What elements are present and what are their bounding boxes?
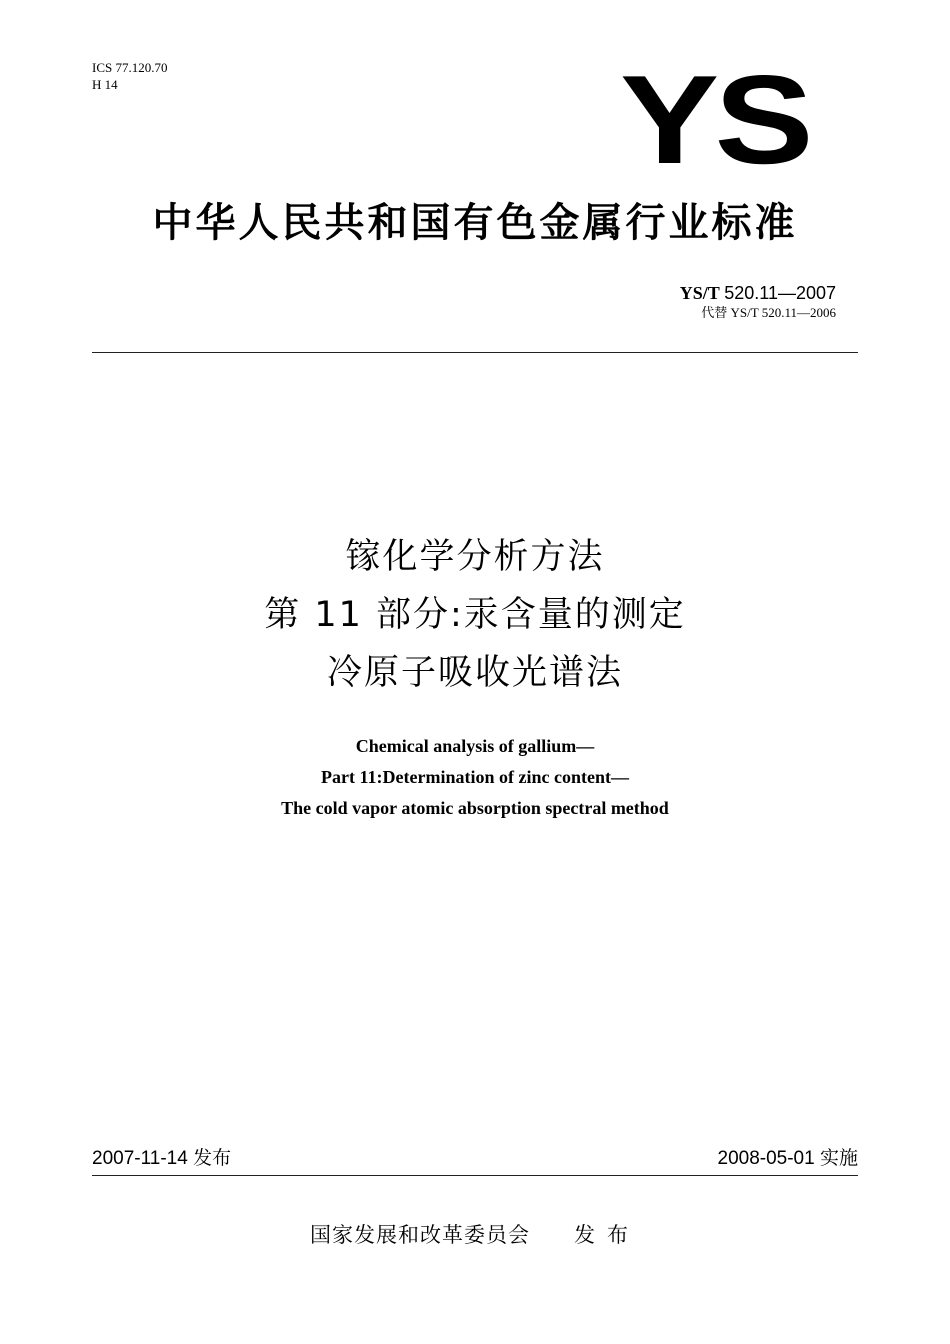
standard-code-prefix: YS/T: [679, 283, 720, 303]
standard-code: [680, 282, 836, 304]
effective-date: [718, 1145, 859, 1172]
issuer-action: 发布: [574, 1223, 640, 1247]
title-cn-line1: 镓化学分析方法: [345, 537, 605, 577]
header-divider: [92, 352, 858, 353]
issuer-name: 国家发展和改革委员会: [310, 1223, 530, 1247]
title-en-line2: Part 11:Determination of zinc content—: [321, 767, 629, 787]
ys-logo: YS: [620, 49, 809, 190]
issue-date: [92, 1145, 231, 1172]
organization-title: 中华人民共和国有色金属行业标准: [152, 200, 798, 246]
standard-code-number: 520.11—2007: [724, 283, 836, 303]
title-en-line1: Chemical analysis of gallium—: [355, 736, 595, 756]
standard-number-block: [680, 282, 836, 322]
issuer-line: [0, 1220, 950, 1250]
issue-date-value: 2007-11-14: [92, 1148, 188, 1169]
footer-divider: [92, 1175, 858, 1176]
title-en-line3: The cold vapor atomic absorption spectral method: [281, 798, 669, 818]
effective-date-value: 2008-05-01: [717, 1148, 815, 1169]
issue-date-label: 发布: [193, 1147, 232, 1169]
replaces-standard: 代替 YS/T 520.11—2006: [701, 305, 836, 320]
ics-code: ICS 77.120.70: [92, 60, 168, 75]
title-cn-line3: 冷原子吸收光谱法: [326, 653, 623, 693]
effective-date-label: 实施: [819, 1147, 858, 1169]
title-cn-line2: 第 11 部分:汞含量的测定: [264, 595, 686, 635]
ccs-code: H 14: [92, 77, 118, 92]
